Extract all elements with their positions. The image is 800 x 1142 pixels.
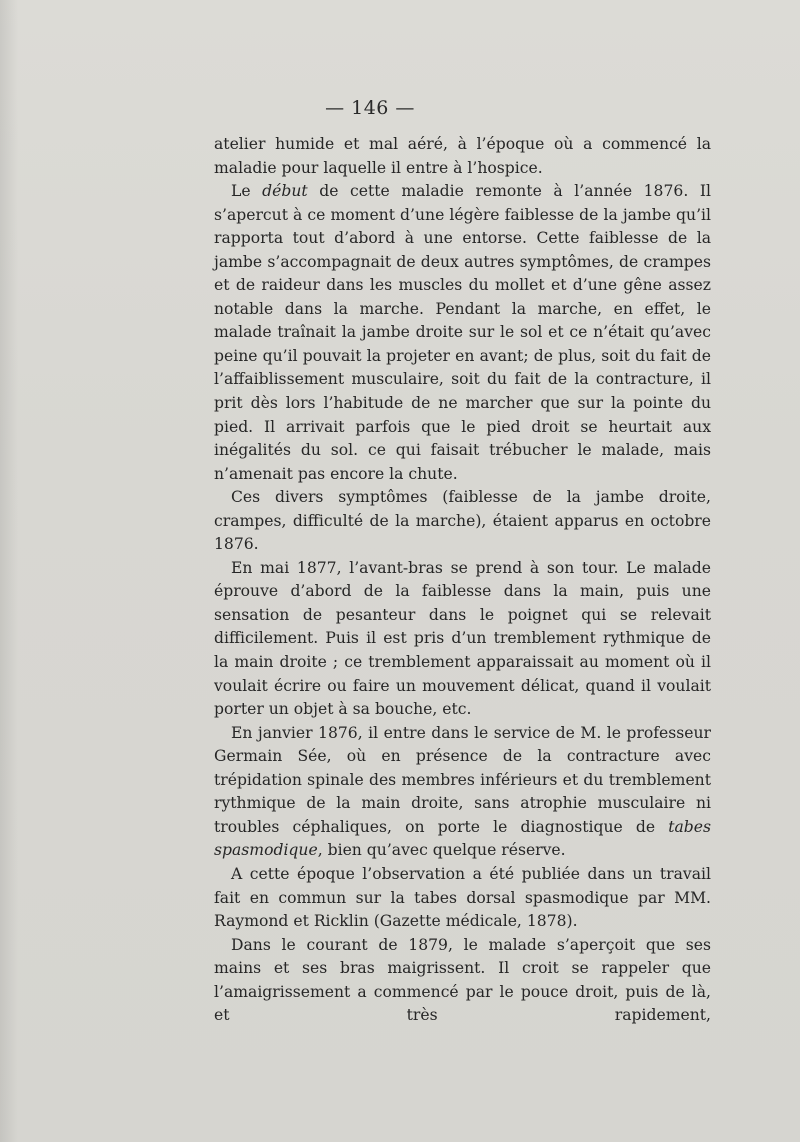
paragraph-5: [214, 722, 711, 863]
paragraph-2-rest: de cette maladie remonte à l’année 1876. Il s’apercut à ce moment d’une légère faiblesse de la jambe qu’il rapporta tout d’abord à une entorse. Cette faiblesse de la jambe s’accompagnait de deux autres symptômes, de crampes et de raideur dans les muscles du mollet et d’une gêne assez notable dans la marche. Pendant la marche, en effet, le malade traînait la jambe droite sur le sol et ce n’était qu’avec peine qu’il pouvait la projeter en avant; de plus, soit du fait de l’affaiblissement musculaire, soit du fait de la contracture, il prit dès lors l’habitude de ne marcher que sur la pointe du pied. Il arrivait parfois que le pied droit se heurtait aux inégalités du sol. ce qui faisait trébucher le malade, mais n’amenait pas encore la chute.: [214, 182, 711, 483]
paragraph-3: Ces divers symptômes (faiblesse de la jambe droite, crampes, difficulté de la marche), étaient apparus en octobre 1876.: [214, 488, 711, 554]
paragraph-4: En mai 1877, l’avant-bras se prend à son tour. Le malade éprouve d’abord de la faiblesse dans la main, puis une sensation de pesanteur dans le poignet qui se relevait difficilement. Puis il est pris d’un tremblement rythmique de la main droite ; ce tremblement apparaissait au moment où il voulait écrire ou faire un mouvement délicat, quand il voulait porter un objet à sa bouche, etc.: [214, 558, 711, 719]
paragraph-2-start: Le: [231, 182, 263, 201]
paragraph-1: atelier humide et mal aéré, à l’époque où a commencé la maladie pour laquelle il entre à l’hospice.: [214, 135, 711, 177]
page-edge-shadow: [0, 0, 18, 1142]
paragraph-5-emphasis: tabes spasmodique: [214, 817, 711, 860]
paragraph-2: [214, 180, 711, 486]
paragraph-5-rest: , bien qu’avec quelque réserve.: [317, 841, 566, 860]
paragraph-5-start: En janvier 1876, il entre dans le service de M. le professeur Germain Sée, où en présence de la contracture avec trépidation spinale des membres inférieurs et du tremblement rythmique de la main droite, sans atrophie musculaire ni troubles céphaliques, on porte le diagnostique de: [214, 723, 711, 836]
paragraph-2-emphasis: début: [262, 182, 308, 201]
page-number: — 146 —: [325, 97, 415, 119]
paragraph-6: A cette époque l’observation a été publiée dans un travail fait en commun sur la tabes dorsal spasmodique par MM. Raymond et Ricklin (Gazette médicale, 1878).: [214, 864, 711, 931]
paragraph-7: Dans le courant de 1879, le malade s’aperçoit que ses mains et ses bras maigrissent. Il croit se rappeler que l’amaigrissement a commencé par le pouce droit, puis de là, et très rapidement,: [214, 935, 711, 1025]
body-text: [214, 133, 711, 1028]
